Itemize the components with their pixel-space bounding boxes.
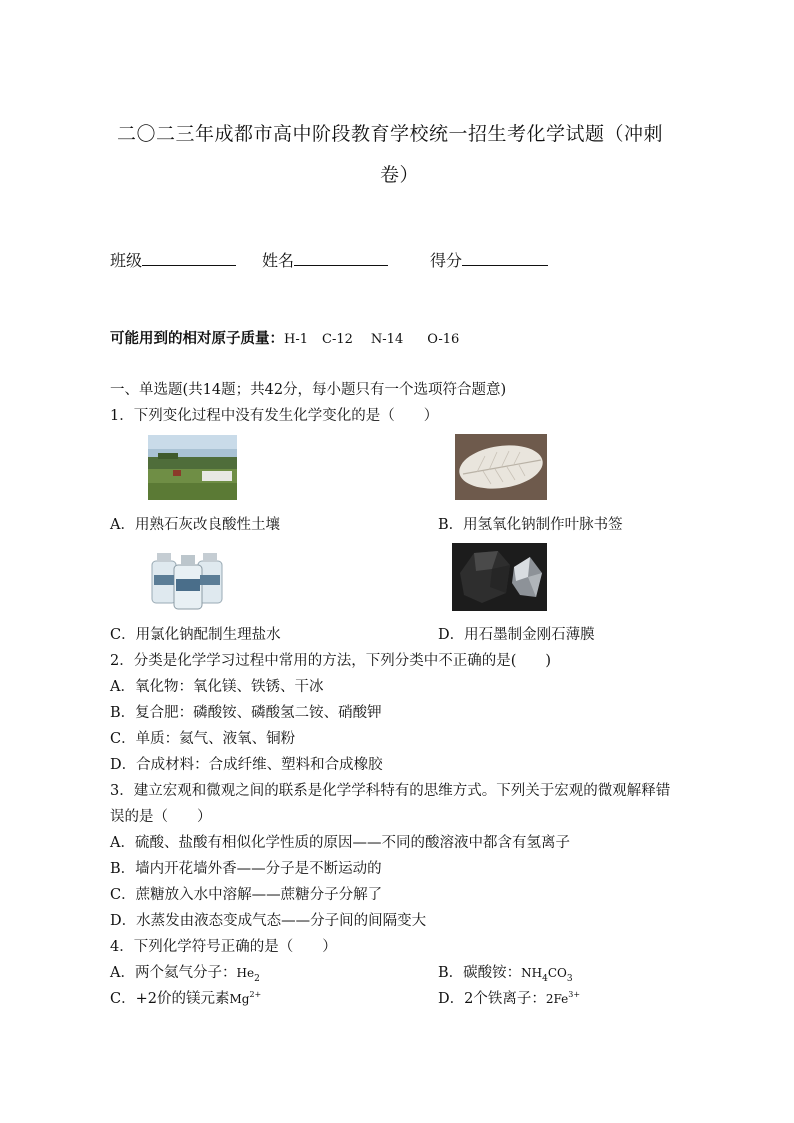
q4-b-text: B．碳酸铵： bbox=[438, 965, 522, 981]
question-4-option-b[interactable] bbox=[438, 961, 573, 982]
question-4-option-a[interactable] bbox=[110, 961, 260, 982]
question-1-option-b[interactable]: B．用氢氧化钠制作叶脉书签 bbox=[438, 517, 623, 533]
question-3-option-a[interactable]: A．硫酸、盐酸有相似化学性质的原因——不同的酸溶液中都含有氢离子 bbox=[110, 835, 570, 851]
graphite-diamond-photo bbox=[452, 543, 547, 611]
question-2-stem: 2．分类是化学学习过程中常用的方法，下列分类中不正确的是( ) bbox=[110, 653, 552, 669]
q4-c-formula: Mg bbox=[229, 992, 250, 1006]
atomic-mass-line bbox=[110, 327, 459, 348]
question-3-stem-continued: 误的是（ ） bbox=[110, 809, 212, 825]
q4-b-formula-2: CO bbox=[547, 966, 567, 980]
saline-bottles-photo bbox=[150, 545, 226, 610]
question-1-option-c[interactable]: C．用氯化钠配制生理盐水 bbox=[110, 627, 281, 643]
farm-field-photo bbox=[148, 435, 237, 500]
q4-a-formula: He bbox=[236, 966, 255, 980]
atomic-mass-h: H-1 bbox=[284, 332, 309, 347]
class-blank[interactable] bbox=[142, 249, 236, 266]
section-heading: 一、单选题(共14题；共42分，每小题只有一个选项符合题意) bbox=[110, 382, 507, 398]
question-3-option-c[interactable]: C．蔗糖放入水中溶解——蔗糖分子分解了 bbox=[110, 887, 383, 903]
atomic-mass-c: C-12 bbox=[322, 332, 353, 347]
page-title: 二〇二三年成都市高中阶段教育学校统一招生考化学试题（冲刺 bbox=[117, 123, 664, 145]
question-3-stem: 3．建立宏观和微观之间的联系是化学学科特有的思维方式。下列关于宏观的微观解释错 bbox=[110, 783, 671, 799]
q4-b-sub-2: 3 bbox=[566, 973, 573, 984]
q4-d-formula: 2Fe bbox=[545, 992, 569, 1006]
q4-d-text: D．2个铁离子： bbox=[438, 991, 546, 1007]
score-blank[interactable] bbox=[462, 249, 548, 266]
page-title-continued: 卷） bbox=[380, 164, 420, 186]
question-3-option-d[interactable]: D．水蒸发由液态变成气态——分子间的间隔变大 bbox=[110, 913, 427, 929]
name-blank[interactable] bbox=[294, 249, 388, 266]
question-2-option-c[interactable]: C．单质：氦气、液氧、铜粉 bbox=[110, 731, 296, 747]
atomic-mass-o: O-16 bbox=[427, 332, 460, 347]
question-4-option-d[interactable] bbox=[438, 987, 580, 1008]
score-label: 得分 bbox=[430, 251, 463, 270]
question-2-option-d[interactable]: D．合成材料：合成纤维、塑料和合成橡胶 bbox=[110, 757, 383, 773]
q4-d-sup: 3+ bbox=[568, 990, 581, 1000]
leaf-skeleton-photo bbox=[455, 434, 547, 500]
name-field[interactable] bbox=[262, 248, 388, 271]
q4-a-sub: 2 bbox=[254, 973, 260, 984]
question-2-option-b[interactable]: B．复合肥：磷酸铵、磷酸氢二铵、硝酸钾 bbox=[110, 705, 382, 721]
score-field[interactable] bbox=[430, 248, 548, 271]
question-1-option-a[interactable]: A．用熟石灰改良酸性土壤 bbox=[110, 517, 280, 533]
question-3-option-b[interactable]: B．墙内开花墙外香——分子是不断运动的 bbox=[110, 861, 382, 877]
q4-a-text: A．两个氦气分子： bbox=[110, 965, 237, 981]
question-1-stem: 1．下列变化过程中没有发生化学变化的是（ ） bbox=[110, 408, 439, 424]
atomic-mass-n: N-14 bbox=[370, 332, 404, 347]
question-4-stem: 4．下列化学符号正确的是（ ） bbox=[110, 939, 337, 955]
q4-b-sub-1: 4 bbox=[542, 973, 548, 984]
q4-c-sup: 2+ bbox=[249, 990, 262, 1000]
q4-c-text: C．+2价的镁元素 bbox=[110, 991, 230, 1007]
class-label: 班级 bbox=[110, 251, 143, 270]
question-2-option-a[interactable]: A．氧化物：氧化镁、铁锈、干冰 bbox=[110, 679, 324, 695]
q4-b-formula-1: NH bbox=[521, 966, 543, 980]
name-label: 姓名 bbox=[262, 251, 295, 270]
atomic-mass-label: 可能用到的相对原子质量： bbox=[110, 330, 284, 347]
class-field[interactable] bbox=[110, 248, 236, 271]
question-4-option-c[interactable] bbox=[110, 987, 261, 1008]
question-1-option-d[interactable]: D．用石墨制金刚石薄膜 bbox=[438, 627, 595, 643]
